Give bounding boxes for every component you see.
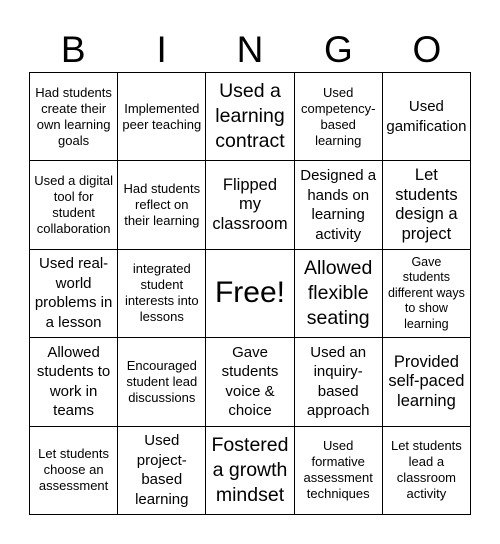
- bingo-cell-r3c4[interactable]: [295, 250, 383, 338]
- cell-text: Let students choose an assessment: [38, 446, 109, 494]
- header-letter-b: B: [60, 29, 86, 70]
- bingo-cell-r3c2[interactable]: [118, 250, 206, 338]
- cell-text: Used formative assessment techniques: [303, 438, 373, 502]
- cell-text: Designed a hands on learning activity: [300, 167, 377, 243]
- cell-text: Encouraged student lead discussions: [126, 357, 198, 405]
- bingo-cell-r1c2[interactable]: [118, 73, 206, 161]
- bingo-cell-r4c1[interactable]: [30, 338, 118, 426]
- cell-text: Used a digital tool for student collaboration: [34, 173, 113, 237]
- bingo-cell-r3c1[interactable]: [30, 250, 118, 338]
- bingo-cell-r5c4[interactable]: [295, 427, 383, 515]
- bingo-cell-r2c4[interactable]: [295, 161, 383, 249]
- bingo-cell-r4c5[interactable]: [383, 338, 471, 426]
- cell-text: Let students design a project: [395, 166, 458, 243]
- cell-text: Flipped my classroom: [212, 175, 288, 233]
- cell-text: Fostered a growth mindset: [211, 433, 289, 506]
- cell-text: Used an inquiry-based approach: [306, 343, 370, 420]
- bingo-cell-r3c3[interactable]: [206, 250, 294, 338]
- bingo-cell-r4c3[interactable]: [206, 338, 294, 426]
- cell-text: integrated student interests into lessons: [124, 261, 199, 325]
- bingo-cell-r5c2[interactable]: [118, 427, 206, 515]
- bingo-cell-r2c3[interactable]: [206, 161, 294, 249]
- bingo-cell-r2c1[interactable]: [30, 161, 118, 249]
- bingo-cell-r3c5[interactable]: [383, 250, 471, 338]
- cell-text: Used gamification: [386, 98, 467, 135]
- bingo-cell-r5c3[interactable]: [206, 427, 294, 515]
- bingo-header: [29, 28, 471, 72]
- cell-text: Used a learning contract: [215, 80, 285, 153]
- cell-text: Gave students different ways to show learning: [387, 254, 465, 331]
- bingo-cell-r4c4[interactable]: [295, 338, 383, 426]
- cell-text: Used project-based learning: [135, 432, 189, 508]
- cell-text: Used real-world problems in a lesson: [34, 255, 113, 331]
- bingo-board: [29, 72, 471, 515]
- bingo-cell-r2c2[interactable]: [118, 161, 206, 249]
- bingo-cell-r2c5[interactable]: [383, 161, 471, 249]
- bingo-cell-r5c1[interactable]: [30, 427, 118, 515]
- cell-text: Had students create their own learning goals: [35, 84, 112, 148]
- cell-text: Let students lead a classroom activity: [390, 438, 462, 502]
- cell-text: Used competency-based learning: [300, 84, 376, 148]
- bingo-cell-r1c5[interactable]: [383, 73, 471, 161]
- header-letter-i: I: [156, 29, 167, 70]
- cell-text: Gave students voice & choice: [221, 343, 279, 420]
- header-letter-g: G: [324, 29, 353, 70]
- bingo-cell-r1c3[interactable]: [206, 73, 294, 161]
- cell-text: Allowed flexible seating: [304, 256, 373, 329]
- header-letter-n: N: [236, 29, 264, 70]
- free-space-label: Free!: [214, 276, 285, 310]
- cell-text: Provided self-paced learning: [388, 352, 465, 410]
- cell-text: Had students reflect on their learning: [123, 181, 201, 229]
- bingo-cell-r1c4[interactable]: [295, 73, 383, 161]
- cell-text: Implemented peer teaching: [122, 100, 202, 132]
- cell-text: Allowed students to work in teams: [36, 343, 111, 420]
- bingo-cell-r4c2[interactable]: [118, 338, 206, 426]
- bingo-cell-r1c1[interactable]: [30, 73, 118, 161]
- header-letter-o: O: [412, 29, 442, 70]
- bingo-cell-r5c5[interactable]: [383, 427, 471, 515]
